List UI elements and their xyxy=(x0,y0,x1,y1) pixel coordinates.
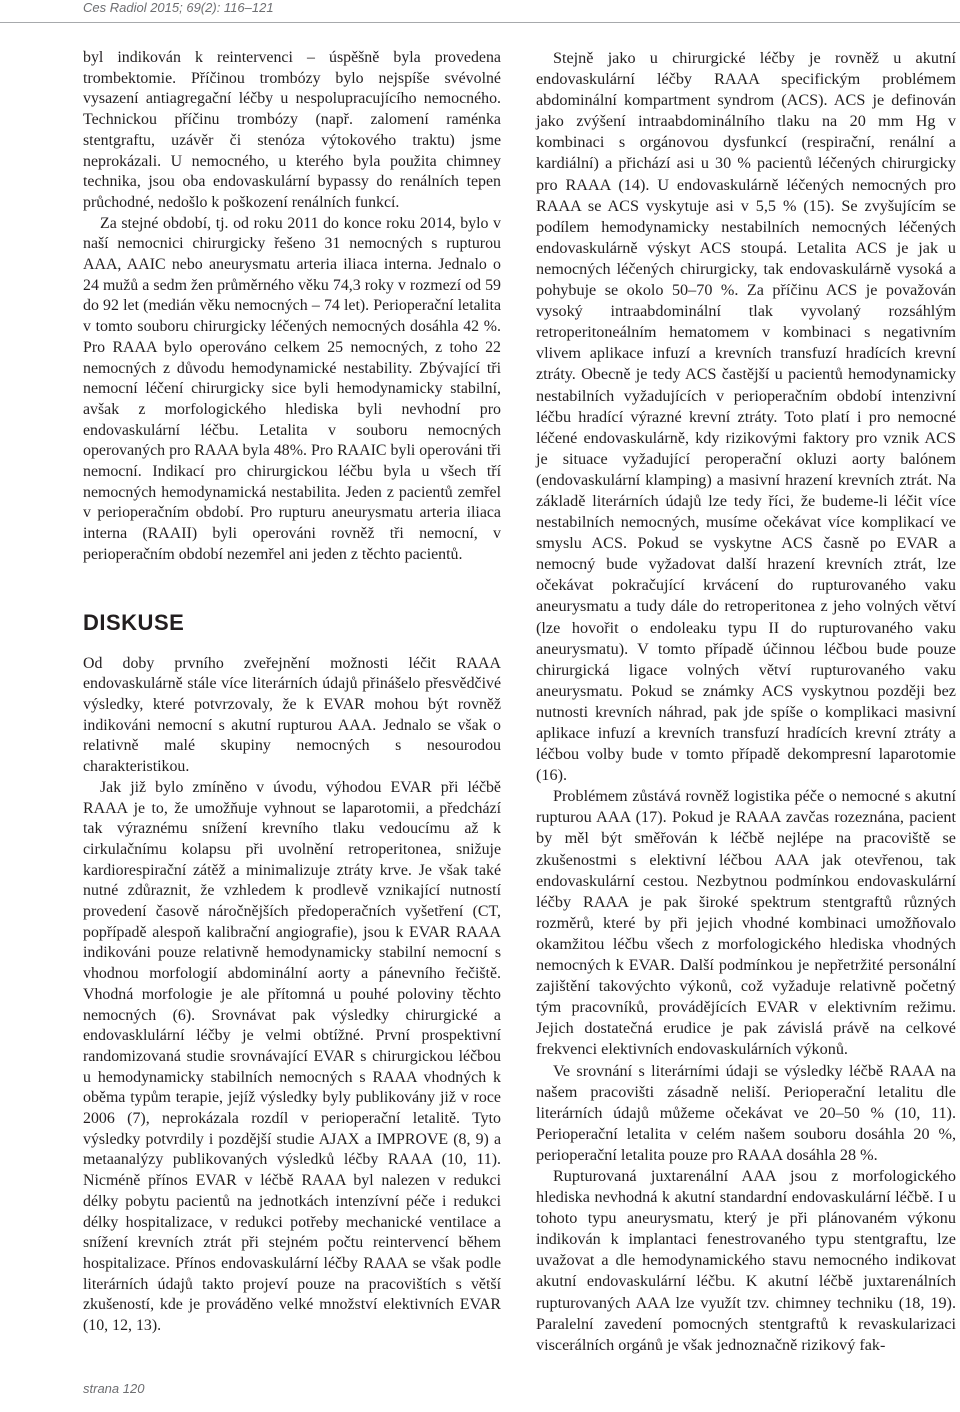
right-column xyxy=(536,48,956,1356)
left-column xyxy=(83,48,501,1337)
page-number: strana 120 xyxy=(83,1381,145,1396)
body-paragraph: Za stejné období, tj. od roku 2011 do konce roku 2014, bylo v naší nemocnici chirurgicky řešeno 31 nemocných s rupturou AAA, AAIC nebo aneurysmatu arteria iliaca interna. Jednalo o 24 mužů a sedm žen průměrného věku 74,3 roky v rozmezí od 59 do 92 let (medián věku nemocných – 74 let). Perioperační letalita v tomto souboru chirurgicky léčených nemocných dosáhla 42 %. Pro RAAA bylo operováno celkem 25 nemocných, z toho 22 nemocných z důvodu hemodynamické nestability. Zbývající tři nemocní léčení chirurgicky sice byli hemodynamicky stabilní, avšak z morfologického hlediska byli nevhodní pro endovaskulární léčbu. Letalita v souboru nemocných operovaných pro RAAA byla 48%. Pro RAAIC byli operováni tři nemocní. Indikací pro chirurgickou léčbu byla u všech tří nemocných hemodynamická nestabilita. Jeden z pacientů zemřel v perioperačním období. Pro rupturu aneurysmatu arteria iliaca interna (RAAII) byli operováni rovněž tři nemocní, v perioperačním období nezemřel ani jeden z těchto pacientů. xyxy=(83,214,501,563)
body-paragraph: byl indikován k reintervenci – úspěšně byla provedena trombektomie. Příčinou trombózy bylo nejspíše svévolné vysazení antiagregační léčby u nespolupracujícího nemocného. Technickou příčinu trombózy (např. zalomení raménka stentgraftu, uzávěr či stenóza výtokového traktu) jsme neprokázali. U nemocného, u kterého byla použita chimney technika, jsou oba endovaskulární bypassy do renálních tepen průchodné, nedošlo k poškození renálních funkcí. xyxy=(83,49,501,211)
header-divider xyxy=(0,22,960,23)
body-paragraph: Jak již bylo zmíněno v úvodu, výhodou EVAR při léčbě RAAA je to, že umožňuje vyhnout se laparotomii, a předchází tak výraznému snížení krevního tlaku vedoucímu až k cirkulačnímu kolapsu při uvolnění retroperitonea, snižuje kardiorespirační zátěž a minimalizuje ztráty krve. Je však také nutné zdůraznit, že vzhledem k prodlevě vznikající nutností provedení časově náročnějších předoperačních vyšetření (CT, popřípadě alespoň kalibrační angiografie), jsou k EVAR RAAA indikováni pouze relativně hemodynamicky stabilní nemocní s vhodnou morfologií abdominální aorty a pánevního řečiště. Vhodná morfologie je ale přítomná u pouhé poloviny těchto nemocných (6). Srovnávat pak výsledky chirurgické a endovasklulární léčby je velmi obtížné. První prospektivní randomizovaná studie srovnávající EVAR s chirurgickou léčbou u hemodynamicky stabilních nemocných s RAAA vhodných k oběma typům terapie, jejíž výsledky byly publikovány již v roce 2006 (7), neprokázala rozdíl v perioperační letalitě. Tyto výsledky potvrdily i pozdější studie AJAX a IMPROVE (8, 9) a metaanalýzy publikovaných výsledků léčby RAAA (10, 11). Nicméně přínos EVAR v léčbě RAAA byl nalezen v redukci délky pobytu pacientů na jednotkách intenzívní péče i redukci délky hospitalizace, v redukci potřeby mechanické ventilace a snížení krevních ztrát při stejném počtu reintervencí během hospitalizace. Přínos endovaskulární léčby RAAA se však podle literárních údajů takto projeví pouze na pracovištích s větší zkušeností, kde je prováděno velké množství elektivních EVAR (10, 12, 13). xyxy=(83,778,501,1335)
body-paragraph: Stejně jako u chirurgické léčby je rovněž u akutní endovaskulární léčby RAAA specifickým problémem abdominální kompartment syndrom (ACS). ACS je definován jako zvýšení intraabdominálního tlaku na 20 mm Hg v kombinaci s orgánovou dysfunkcí (respirační, renální a kardiální) a přichází asi u 30 % pacientů léčených chirurgicky pro RAAA (14). U endovaskulárně léčených nemocných pro RAAA se ACS vyskytuje asi v 5,5 % (15). Se zvyšujícím se podílem hemodynamicky nestabilních nemocných léčených endovaskulárně výskyt ACS stoupá. Letalita ACS je jak u nemocných léčených chirurgicky, tak endovaskulárně vysoká a pohybuje se okolo 50–70 %. Za příčinu ACS je považován vysoký intraabdominální tlak vyvolaný rozsáhlým retroperitoneálním hematomem v kombinaci s negativním vlivem aplikace infuzí a krevních transfuzí hradících krevní ztráty. Obecně je tedy ACS častější u pacientů hemodynamicky nestabilních vyžadujících v perioperačním období intenzivní léčbu hradící výrazné krevní ztráty. Toto platí i pro nemocné léčené endovaskulárně, kdy rizikovými faktory pro vznik ACS je situace vyžadující peroperační okluzi aorty balónem (endovaskulární klamping) a masivní hrazení krevních ztrát. Na základě literárních údajů lze tedy říci, že budeme-li léčit více nestabilních nemocných, musíme očekávat více komplikací ve smyslu ACS. Pokud se vyskytne ACS časně po EVAR a nemocný bude vyžadovat další hrazení krevních ztrát, lze očekávat pokračující krvácení do rupturovaného vaku aneurysmatu a tudy dále do retroperitonea z jeho volných větví (lze hovořit o endoleaku typu II do rupturovaného vaku aneurysmatu). V tomto případě účinnou léčbou bude pouze chirurgická ligace volných větví rupturovaného vaku aneurysmatu. Pokud se známky ACS vyskytnou později bez nutnosti krevních náhrad, pak jde spíše o komplikaci masivní aplikace infuzí a krevních transfuzí hradících krevní ztráty a léčbou volby bude v tomto případě dekompresní laparotomie (16). xyxy=(536,49,956,785)
section-heading-diskuse: DISKUSE xyxy=(83,609,185,635)
journal-citation: Ces Radiol 2015; 69(2): 116–121 xyxy=(83,0,274,15)
body-paragraph: Od doby prvního zveřejnění možnosti léčit RAAA endovaskulárně stále více literárních údajů přinášelo přesvědčivé výsledky, které potvrzovaly, že k EVAR mohou být rovněž indikováni nemocní s akutní rupturou AAA. Jednalo se však o relativně malé skupiny nemocných s nesourodou charakteristikou. xyxy=(83,654,501,776)
body-paragraph: Problémem zůstává rovněž logistika péče o nemocné s akutní rupturou AAA (17). Pokud je RAAA zavčas rozeznána, pacient by měl být směřován k léčbě nejlépe na pracoviště se zkušenostmi s elektivní léčbou AAA jak otevřenou, tak endovaskulární cestou. Nezbytnou podmínkou endovaskulární léčby RAAA je pak široké spektrum stentgraftů různých rozměrů, které by při jejich vhodné kombinaci umožňovalo okamžitou léčbu všech z morfologického hlediska vhodných nemocných k EVAR. Další podmínkou je nepřetržité personální zajištění takovýchto výkonů, což vyžaduje relativně početný tým pracovníků, provádějících EVAR v elektivním režimu. Jejich dostatečná erudice je pak závislá právě na celkové frekvenci elektivních endovaskulárních výkonů. xyxy=(536,787,956,1059)
body-paragraph: Ve srovnání s literárními údaji se výsledky léčbě RAAA na našem pracovišti zásadně neliší. Perioperační letalitu dle literárních údajů můžeme očekávat ve 20–50 % (10, 11). Perioperační letalita v celém našem souboru dosáhla 20 %, perioperační letalita pouze pro RAAA dosáhla 28 %. xyxy=(536,1061,956,1164)
body-paragraph: Rupturovaná juxtarenální AAA jsou z morfologického hlediska nevhodná k akutní standardní endovaskulární léčbě. I u tohoto typu aneurysmatu, který je při plánovaném výkonu indikován k implantaci fenestrovaného typu stentgraftu, lze uvažovat a dle hemodynamického stavu nemocného indikovat akutní endovaskulární léčbu. K akutní léčbě juxtarenálních rupturovaných AAA lze využít tzv. chimney techniku (18, 19). Paralelní zavedení pomocných stentgraftů k revaskularizaci viscerálních orgánů je však jednoznačně rizikový fak- xyxy=(536,1166,956,1354)
